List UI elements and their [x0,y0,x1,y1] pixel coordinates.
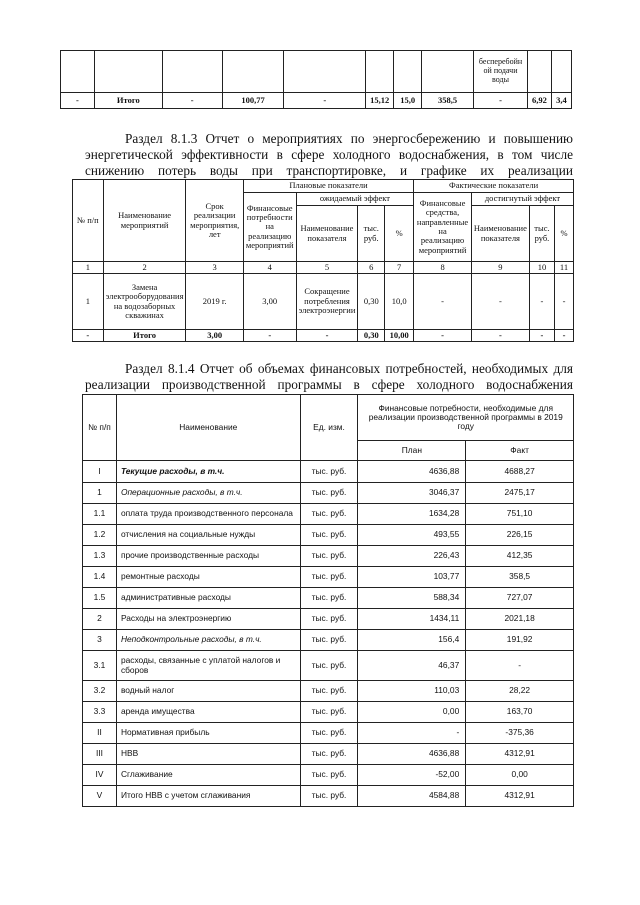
cell: Итого [103,330,186,342]
financial-needs-table [82,394,574,807]
cell: - [555,330,574,342]
cell-fact: 4688,27 [466,461,574,483]
cell: - [555,274,574,330]
cell-num: 3 [83,630,117,651]
cell-fact: 28,22 [466,681,574,702]
cell-num: 2 [83,609,117,630]
table-row [83,546,574,567]
cell-unit: тыс. руб. [300,567,358,588]
cell-name: водный налог [116,681,300,702]
table-row [83,702,574,723]
continued-table [60,50,572,109]
total-row [73,330,574,342]
cell-fact: 2021,18 [466,609,574,630]
cell: 0,30 [358,274,385,330]
section-814-title: Раздел 8.1.4 Отчет об объемах финансовых потребностей, необходимых для реализации производственной программы в сфере холодного водоснабжения [85,361,573,393]
header-percent: % [385,206,414,262]
cell-unit: тыс. руб. [300,609,358,630]
cell-fact: - [466,651,574,681]
cell-plan: 226,43 [358,546,466,567]
cell: 4 [243,262,296,274]
cell: 15,0 [394,93,422,109]
table-row [83,588,574,609]
cell-fact: 358,5 [466,567,574,588]
cell: - [73,330,104,342]
cell-unit: тыс. руб. [300,483,358,504]
table-row [83,483,574,504]
section-813-title: Раздел 8.1.3 Отчет о мероприятиях по энергосбережению и повышению энергетической эффективности в сфере холодного водоснабжения, в том числе снижению потерь воды при транспортировке, и графике их реализации [85,131,573,179]
header-planned: Плановые показатели [243,180,413,193]
column-numbers-row [73,262,574,274]
cell: 6 [358,262,385,274]
header-fact: Факт [466,441,574,461]
cell-plan: 0,00 [358,702,466,723]
header-actual: Фактические показатели [414,180,574,193]
cell-num: I [83,461,117,483]
header-term: Срок реализации мероприятия, лет [186,180,243,262]
cell-plan: 1634,28 [358,504,466,525]
cell-name: прочие производственные расходы [116,546,300,567]
cell: 2 [103,262,186,274]
cell-fact: 4312,91 [466,744,574,765]
cell-unit: тыс. руб. [300,702,358,723]
cell: 0,30 [358,330,385,342]
cell: 3,00 [243,274,296,330]
cell-unit: тыс. руб. [300,744,358,765]
cell-num: 1.4 [83,567,117,588]
cell: Сокращение потребления электроэнергии [296,274,358,330]
cell-plan: 588,34 [358,588,466,609]
header-num: № п/п [73,180,104,262]
header-num: № п/п [83,395,117,461]
cell: 15,12 [366,93,394,109]
cell-name: аренда имущества [116,702,300,723]
header-unit: Ед. изм. [300,395,358,461]
cell-plan: - [358,723,466,744]
cell: - [243,330,296,342]
header-name: Наименование мероприятий [103,180,186,262]
cell: 1 [73,262,104,274]
cell: Замена электрооборудования на водозаборных скважинах [103,274,186,330]
cell-name: НВВ [116,744,300,765]
cell-unit: тыс. руб. [300,525,358,546]
cell-name: ремонтные расходы [116,567,300,588]
cell: Итого [94,93,162,109]
cell-num: 3.2 [83,681,117,702]
cell: - [529,330,554,342]
cell-num: IV [83,765,117,786]
table-row [83,609,574,630]
cell-fact: 412,35 [466,546,574,567]
header-plan: План [358,441,466,461]
table-row [83,630,574,651]
cell-plan: 4584,88 [358,786,466,807]
cell: - [414,274,472,330]
cell: - [61,93,95,109]
cell: 2019 г. [186,274,243,330]
cell-unit: тыс. руб. [300,588,358,609]
cell-num: V [83,786,117,807]
cell-num: 3.3 [83,702,117,723]
table-row [83,651,574,681]
cell-name: Расходы на электроэнергию [116,609,300,630]
cell-num: III [83,744,117,765]
cell: 9 [471,262,529,274]
table-row [83,504,574,525]
header-expected-effect: ожидаемый эффект [296,193,414,206]
cell-num: 1.2 [83,525,117,546]
cell: 11 [555,262,574,274]
cell-plan: 4636,88 [358,744,466,765]
cell-plan: -52,00 [358,765,466,786]
cell-plan: 110,03 [358,681,466,702]
cell: - [162,93,222,109]
cell-unit: тыс. руб. [300,723,358,744]
table-row [83,744,574,765]
cell-fact: 0,00 [466,765,574,786]
financial-needs-body [83,461,574,807]
cell-num: 3.1 [83,651,117,681]
table-row [83,525,574,546]
cell-unit: тыс. руб. [300,546,358,567]
cell-name: расходы, связанные с уплатой налогов и сборов [116,651,300,681]
cell: 10,0 [385,274,414,330]
cell: 3 [186,262,243,274]
cell: 5 [296,262,358,274]
cell-unit: тыс. руб. [300,630,358,651]
header-achieved-effect: достигнутый эффект [471,193,573,206]
cell-unit: тыс. руб. [300,651,358,681]
cell: 1 [73,274,104,330]
cell-name: Неподконтрольные расходы, в т.ч. [116,630,300,651]
cell: 100,77 [222,93,284,109]
cell: 3,4 [551,93,571,109]
cell-fact: 191,92 [466,630,574,651]
cell-unit: тыс. руб. [300,681,358,702]
cell-plan: 156,4 [358,630,466,651]
continued-cell-text: бесперебойн ой подачи воды [474,51,528,93]
cell: - [474,93,528,109]
cell: 3,00 [186,330,243,342]
cell-num: 1.3 [83,546,117,567]
header-name: Наименование [116,395,300,461]
measures-table [72,179,574,342]
cell-name: административные расходы [116,588,300,609]
table-row [83,681,574,702]
table-row [83,461,574,483]
cell-name: Нормативная прибыль [116,723,300,744]
cell: 358,5 [422,93,474,109]
cell: - [529,274,554,330]
cell: - [284,93,366,109]
cell-num: 1.1 [83,504,117,525]
cell-name: Сглаживание [116,765,300,786]
cell-unit: тыс. руб. [300,504,358,525]
cell-fact: 163,70 [466,702,574,723]
header-fin-actual: Финансовые средства, направленные на реализацию мероприятий [414,193,472,262]
cell: - [296,330,358,342]
cell-unit: тыс. руб. [300,786,358,807]
cell-fact: 2475,17 [466,483,574,504]
header-indicator: Наименование показателя [296,206,358,262]
cell-name: оплата труда производственного персонала [116,504,300,525]
cell: 10 [529,262,554,274]
cell-name: Итого НВВ с учетом сглаживания [116,786,300,807]
table-row [83,567,574,588]
cell-fact: 727,07 [466,588,574,609]
cell-plan: 493,55 [358,525,466,546]
cell: 8 [414,262,472,274]
table-row [83,723,574,744]
cell-name: Операционные расходы, в т.ч. [116,483,300,504]
cell: 7 [385,262,414,274]
cell-fact: -375,36 [466,723,574,744]
header-percent-2: % [555,206,574,262]
cell-fact: 4312,91 [466,786,574,807]
cell-plan: 4636,88 [358,461,466,483]
cell-num: 1.5 [83,588,117,609]
header-fin: Финансовые потребности, необходимые для реализации производственной программы в 2019 году [358,395,574,441]
cell-name: Текущие расходы, в т.ч. [116,461,300,483]
table-row [83,786,574,807]
top-total-row [61,93,572,109]
cell: - [471,330,529,342]
cell-fact: 226,15 [466,525,574,546]
cell-unit: тыс. руб. [300,765,358,786]
cell: - [414,330,472,342]
table-row [73,274,574,330]
table-row [61,51,572,93]
header-thous-rub-2: тыс. руб. [529,206,554,262]
cell: 10,00 [385,330,414,342]
cell-name: отчисления на социальные нужды [116,525,300,546]
header-indicator-2: Наименование показателя [471,206,529,262]
cell: 6,92 [527,93,551,109]
cell-fact: 751,10 [466,504,574,525]
header-thous-rub: тыс. руб. [358,206,385,262]
header-fin-plan: Финансовые потребности на реализацию мероприятий [243,193,296,262]
cell-num: II [83,723,117,744]
cell-plan: 3046,37 [358,483,466,504]
cell-plan: 46,37 [358,651,466,681]
table-row [83,765,574,786]
cell-unit: тыс. руб. [300,461,358,483]
cell-plan: 1434,11 [358,609,466,630]
cell: - [471,274,529,330]
cell-plan: 103,77 [358,567,466,588]
cell-num: 1 [83,483,117,504]
